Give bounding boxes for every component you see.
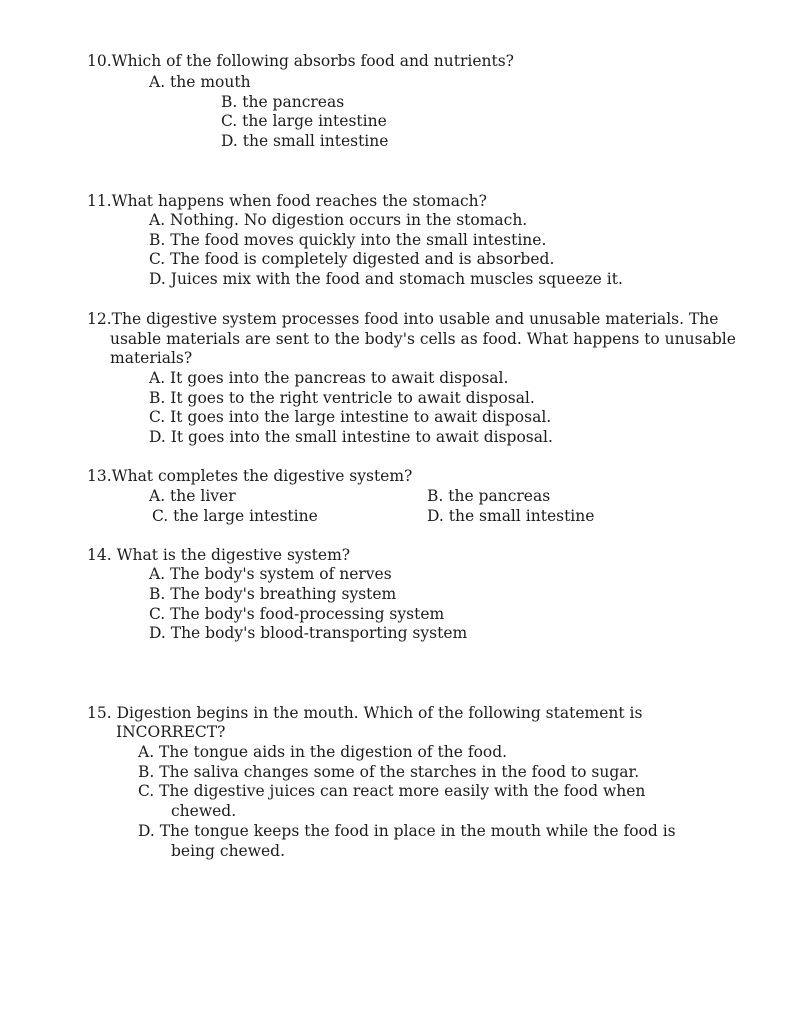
question-14-option-a: A. The body's system of nerves	[149, 565, 392, 583]
question-11-option-c: C. The food is completely digested and is absorbed.	[149, 250, 555, 268]
question-15-option-d-line-2: being chewed.	[171, 842, 286, 860]
question-13-option-c: C. the large intestine	[152, 507, 318, 525]
question-11-option-a: A. Nothing. No digestion occurs in the stomach.	[149, 211, 528, 229]
question-13-option-a: A. the liver	[149, 487, 236, 505]
question-14-option-d: D. The body's blood-transporting system	[149, 624, 468, 642]
question-10-option-b: B. the pancreas	[221, 93, 345, 111]
question-12-option-a: A. It goes into the pancreas to await disposal.	[149, 369, 509, 387]
question-15-option-b: B. The saliva changes some of the starches in the food to sugar.	[138, 763, 640, 781]
question-12-stem-line-2: usable materials are sent to the body's cells as food. What happens to unusable	[110, 330, 736, 348]
question-11-option-d: D. Juices mix with the food and stomach muscles squeeze it.	[149, 270, 623, 288]
question-15-option-c-line-1: C. The digestive juices can react more easily with the food when	[138, 782, 646, 800]
question-15-option-c-line-2: chewed.	[171, 802, 237, 820]
question-10-stem: 10.Which of the following absorbs food and nutrients?	[87, 52, 514, 70]
question-11-stem: 11.What happens when food reaches the stomach?	[87, 192, 487, 210]
question-14-option-c: C. The body's food-processing system	[149, 605, 445, 623]
question-15-stem-line-1: 15. Digestion begins in the mouth. Which of the following statement is	[87, 704, 643, 722]
question-10-option-c: C. the large intestine	[221, 112, 387, 130]
question-12-stem-line-3: materials?	[110, 349, 193, 367]
question-11-option-b: B. The food moves quickly into the small intestine.	[149, 231, 547, 249]
question-10-option-a: A. the mouth	[149, 73, 251, 91]
question-10-option-d: D. the small intestine	[221, 132, 389, 150]
question-15-stem-line-2: INCORRECT?	[116, 723, 226, 741]
question-14-option-b: B. The body's breathing system	[149, 585, 397, 603]
question-15-option-a: A. The tongue aids in the digestion of the food.	[138, 743, 508, 761]
question-12-option-c: C. It goes into the large intestine to await disposal.	[149, 408, 552, 426]
question-12-option-d: D. It goes into the small intestine to await disposal.	[149, 428, 553, 446]
question-13-option-d: D. the small intestine	[427, 507, 595, 525]
question-12-option-b: B. It goes to the right ventricle to await disposal.	[149, 389, 535, 407]
question-14-stem: 14. What is the digestive system?	[87, 546, 351, 564]
question-15-option-d-line-1: D. The tongue keeps the food in place in the mouth while the food is	[138, 822, 676, 840]
question-13-option-b: B. the pancreas	[427, 487, 551, 505]
question-13-stem: 13.What completes the digestive system?	[87, 467, 413, 485]
question-12-stem-line-1: 12.The digestive system processes food into usable and unusable materials. The	[87, 310, 719, 328]
